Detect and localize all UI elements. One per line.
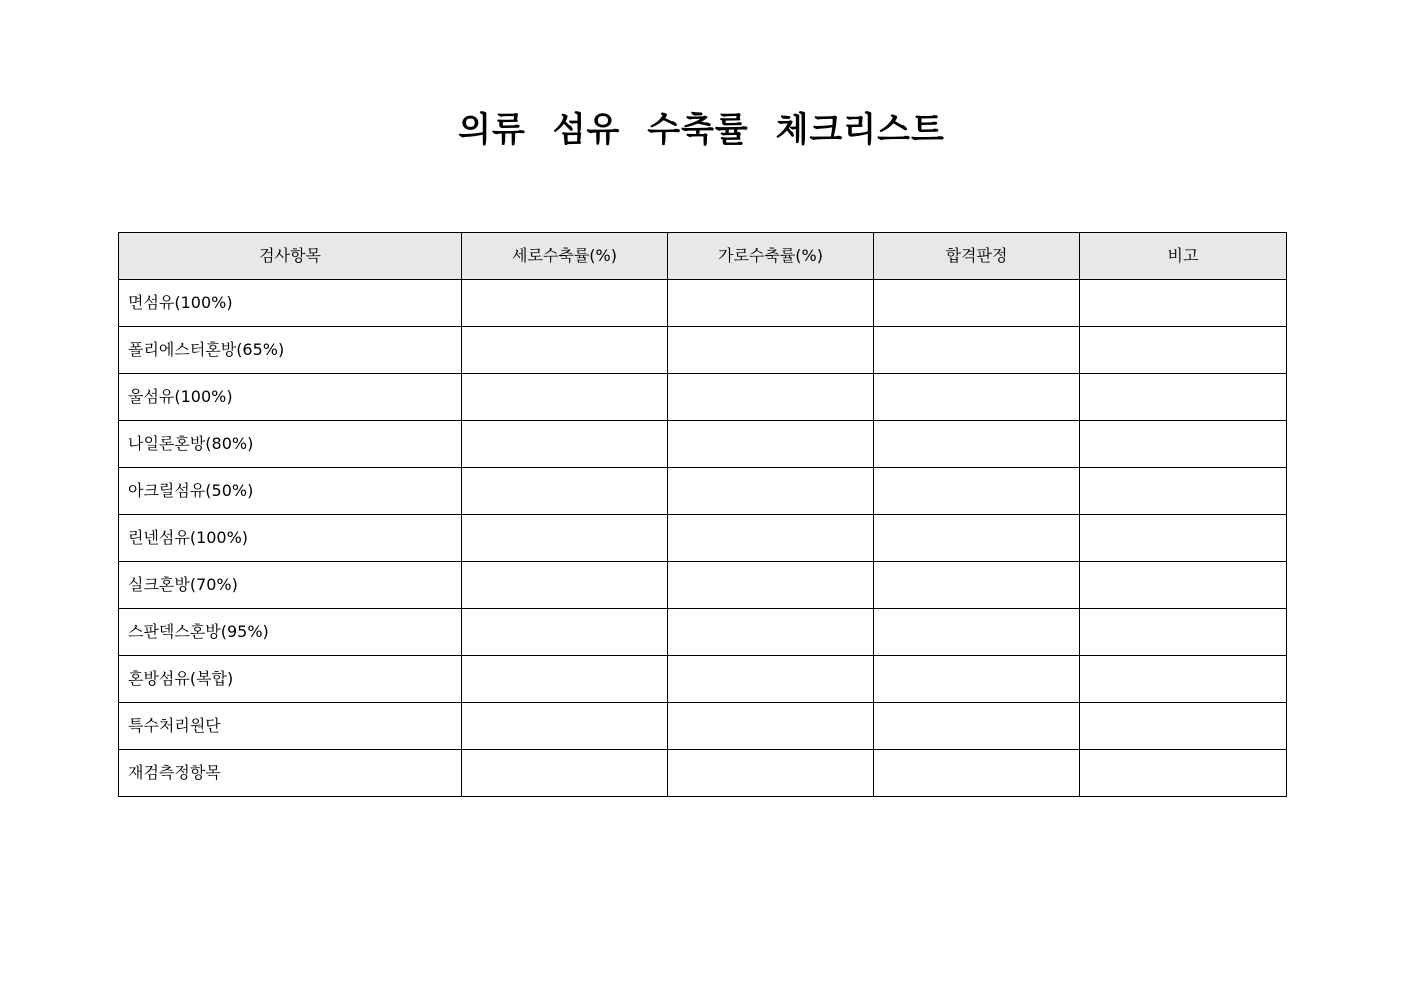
note-cell[interactable] [1080, 421, 1287, 468]
inspection-item-cell: 면섬유(100%) [119, 280, 462, 327]
table-row [119, 703, 1287, 750]
checklist-table [118, 232, 1287, 797]
inspection-item-cell: 특수처리원단 [119, 703, 462, 750]
vertical-shrinkage-cell[interactable] [462, 703, 668, 750]
horizontal-shrinkage-cell[interactable] [668, 703, 874, 750]
note-cell[interactable] [1080, 327, 1287, 374]
pass-judgment-cell[interactable] [874, 750, 1080, 797]
table-row [119, 421, 1287, 468]
table-row [119, 374, 1287, 421]
note-cell[interactable] [1080, 562, 1287, 609]
horizontal-shrinkage-cell[interactable] [668, 280, 874, 327]
pass-judgment-cell[interactable] [874, 515, 1080, 562]
note-cell[interactable] [1080, 750, 1287, 797]
inspection-item-cell: 나일론혼방(80%) [119, 421, 462, 468]
inspection-item-cell: 혼방섬유(복합) [119, 656, 462, 703]
table-row [119, 327, 1287, 374]
note-cell[interactable] [1080, 515, 1287, 562]
table-row [119, 468, 1287, 515]
vertical-shrinkage-cell[interactable] [462, 374, 668, 421]
pass-judgment-cell[interactable] [874, 327, 1080, 374]
horizontal-shrinkage-cell[interactable] [668, 562, 874, 609]
horizontal-shrinkage-cell[interactable] [668, 374, 874, 421]
note-cell[interactable] [1080, 374, 1287, 421]
note-cell[interactable] [1080, 656, 1287, 703]
pass-judgment-cell[interactable] [874, 374, 1080, 421]
vertical-shrinkage-cell[interactable] [462, 468, 668, 515]
pass-judgment-cell[interactable] [874, 703, 1080, 750]
horizontal-shrinkage-cell[interactable] [668, 421, 874, 468]
horizontal-shrinkage-cell[interactable] [668, 515, 874, 562]
inspection-item-cell: 폴리에스터혼방(65%) [119, 327, 462, 374]
pass-judgment-cell[interactable] [874, 609, 1080, 656]
header-vertical-shrinkage: 세로수축률(%) [462, 233, 668, 280]
table-row [119, 562, 1287, 609]
vertical-shrinkage-cell[interactable] [462, 515, 668, 562]
inspection-item-cell: 재검측정항목 [119, 750, 462, 797]
horizontal-shrinkage-cell[interactable] [668, 327, 874, 374]
vertical-shrinkage-cell[interactable] [462, 609, 668, 656]
table-row [119, 609, 1287, 656]
horizontal-shrinkage-cell[interactable] [668, 609, 874, 656]
table-row [119, 750, 1287, 797]
header-pass-judgment: 합격판정 [874, 233, 1080, 280]
header-row [119, 233, 1287, 280]
table-header [119, 233, 1287, 280]
vertical-shrinkage-cell[interactable] [462, 280, 668, 327]
page-title: 의류 섬유 수축률 체크리스트 [458, 110, 945, 150]
vertical-shrinkage-cell[interactable] [462, 656, 668, 703]
note-cell[interactable] [1080, 609, 1287, 656]
inspection-item-cell: 울섬유(100%) [119, 374, 462, 421]
note-cell[interactable] [1080, 468, 1287, 515]
vertical-shrinkage-cell[interactable] [462, 327, 668, 374]
horizontal-shrinkage-cell[interactable] [668, 750, 874, 797]
inspection-item-cell: 린넨섬유(100%) [119, 515, 462, 562]
table-row [119, 280, 1287, 327]
table-row [119, 656, 1287, 703]
header-note: 비고 [1080, 233, 1287, 280]
inspection-item-cell: 실크혼방(70%) [119, 562, 462, 609]
note-cell[interactable] [1080, 280, 1287, 327]
pass-judgment-cell[interactable] [874, 656, 1080, 703]
vertical-shrinkage-cell[interactable] [462, 562, 668, 609]
horizontal-shrinkage-cell[interactable] [668, 656, 874, 703]
table-row [119, 515, 1287, 562]
pass-judgment-cell[interactable] [874, 468, 1080, 515]
header-horizontal-shrinkage: 가로수축률(%) [668, 233, 874, 280]
header-inspection-item: 검사항목 [119, 233, 462, 280]
inspection-item-cell: 스판덱스혼방(95%) [119, 609, 462, 656]
pass-judgment-cell[interactable] [874, 562, 1080, 609]
inspection-item-cell: 아크릴섬유(50%) [119, 468, 462, 515]
horizontal-shrinkage-cell[interactable] [668, 468, 874, 515]
vertical-shrinkage-cell[interactable] [462, 421, 668, 468]
note-cell[interactable] [1080, 703, 1287, 750]
pass-judgment-cell[interactable] [874, 280, 1080, 327]
pass-judgment-cell[interactable] [874, 421, 1080, 468]
table-body [119, 280, 1287, 797]
vertical-shrinkage-cell[interactable] [462, 750, 668, 797]
